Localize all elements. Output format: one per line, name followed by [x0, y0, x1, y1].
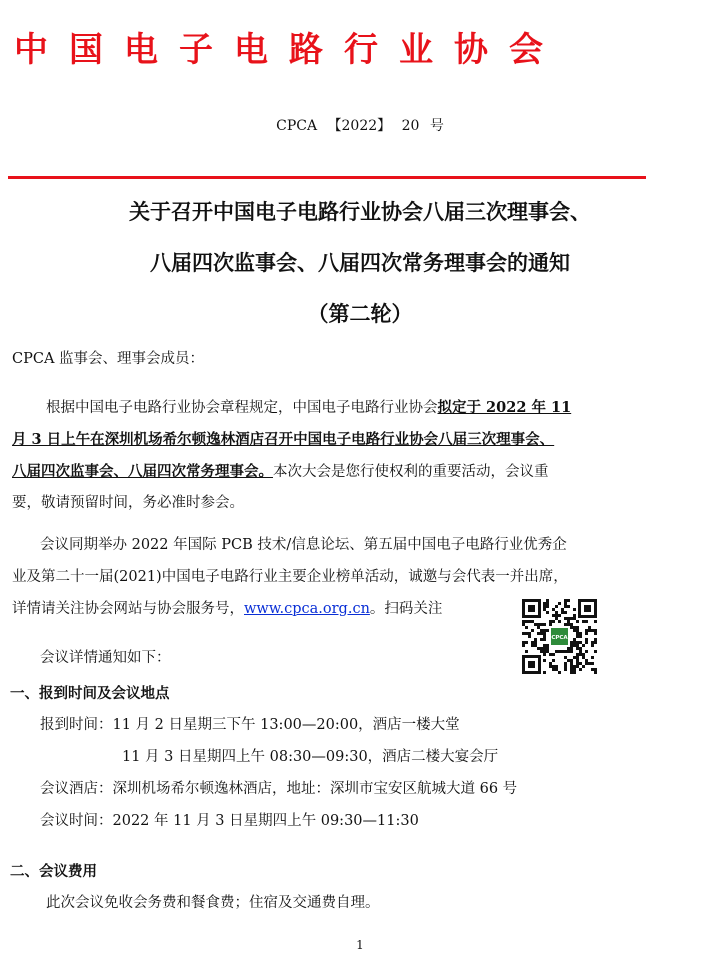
- para2-line3-pre: 详情请关注协会网站与协会服务号，: [12, 601, 244, 617]
- header-divider: [8, 176, 646, 179]
- checkin-time-2: 11 月 3 日星期四上午 08:30—09:30，酒店二楼大宴会厅: [122, 749, 499, 765]
- document-number: CPCA 【2022】 20 号: [276, 118, 444, 134]
- para1-line2: [12, 424, 554, 456]
- title-line-2: 八届四次监事会、八届四次常务理事会的通知: [150, 250, 570, 275]
- para1-emphasis-1: 拟定于 2022 年 11: [437, 399, 572, 416]
- para2-line3-post: 。扫码关注: [369, 601, 443, 617]
- para2-line4: 会议详情通知如下：: [40, 650, 171, 666]
- title-line-3: （第二轮）: [307, 301, 413, 326]
- para2-line3: [12, 594, 442, 625]
- checkin-time-1: 报到时间：11 月 2 日星期三下午 13:00—20:00，酒店一楼大堂: [40, 717, 460, 733]
- cpca-website-link[interactable]: www.cpca.org.cn: [244, 601, 370, 617]
- meeting-time: 会议时间：2022 年 11 月 3 日星期四上午 09:30—11:30: [40, 813, 419, 829]
- para1-lead: 根据中国电子电路行业协会章程规定，中国电子电路行业协会: [46, 400, 438, 416]
- qr-code-icon: [521, 598, 598, 675]
- para1-line3: [12, 456, 549, 488]
- org-name-header: 中国电子电路行业协会: [14, 30, 564, 70]
- para1-tail: 本次大会是您行使权利的重要活动，会议重: [273, 464, 549, 480]
- para1-emphasis-3: 八届四次监事会、八届四次常务理事会。: [12, 463, 273, 480]
- meeting-hotel: 会议酒店：深圳机场希尔顿逸林酒店，地址：深圳市宝安区航城大道 66 号: [40, 781, 518, 797]
- salutation: CPCA 监事会、理事会成员：: [12, 351, 205, 367]
- para2-line1: 会议同期举办 2022 年国际 PCB 技术/信息论坛、第五届中国电子电路行业优秀企: [40, 537, 567, 553]
- para1-line1: [46, 392, 571, 424]
- qr-code[interactable]: [521, 598, 598, 675]
- para1-line4: 要，敬请预留时间，务必准时参会。: [12, 495, 244, 511]
- qr-logo-text: CPCA: [551, 635, 568, 641]
- title-line-1: 关于召开中国电子电路行业协会八届三次理事会、: [129, 199, 591, 224]
- section1-heading: 一、报到时间及会议地点: [10, 686, 170, 702]
- fee-text: 此次会议免收会务费和餐食费；住宿及交通费自理。: [46, 895, 380, 911]
- section2-heading: 二、会议费用: [10, 864, 97, 880]
- page-number: 1: [356, 938, 364, 952]
- para2-line2: 业及第二十一届(2021)中国电子电路行业主要企业榜单活动，诚邀与会代表一并出席，: [12, 569, 568, 585]
- para1-emphasis-2: 月 3 日上午在深圳机场希尔顿逸林酒店召开中国电子电路行业协会八届三次理事会、: [12, 431, 555, 448]
